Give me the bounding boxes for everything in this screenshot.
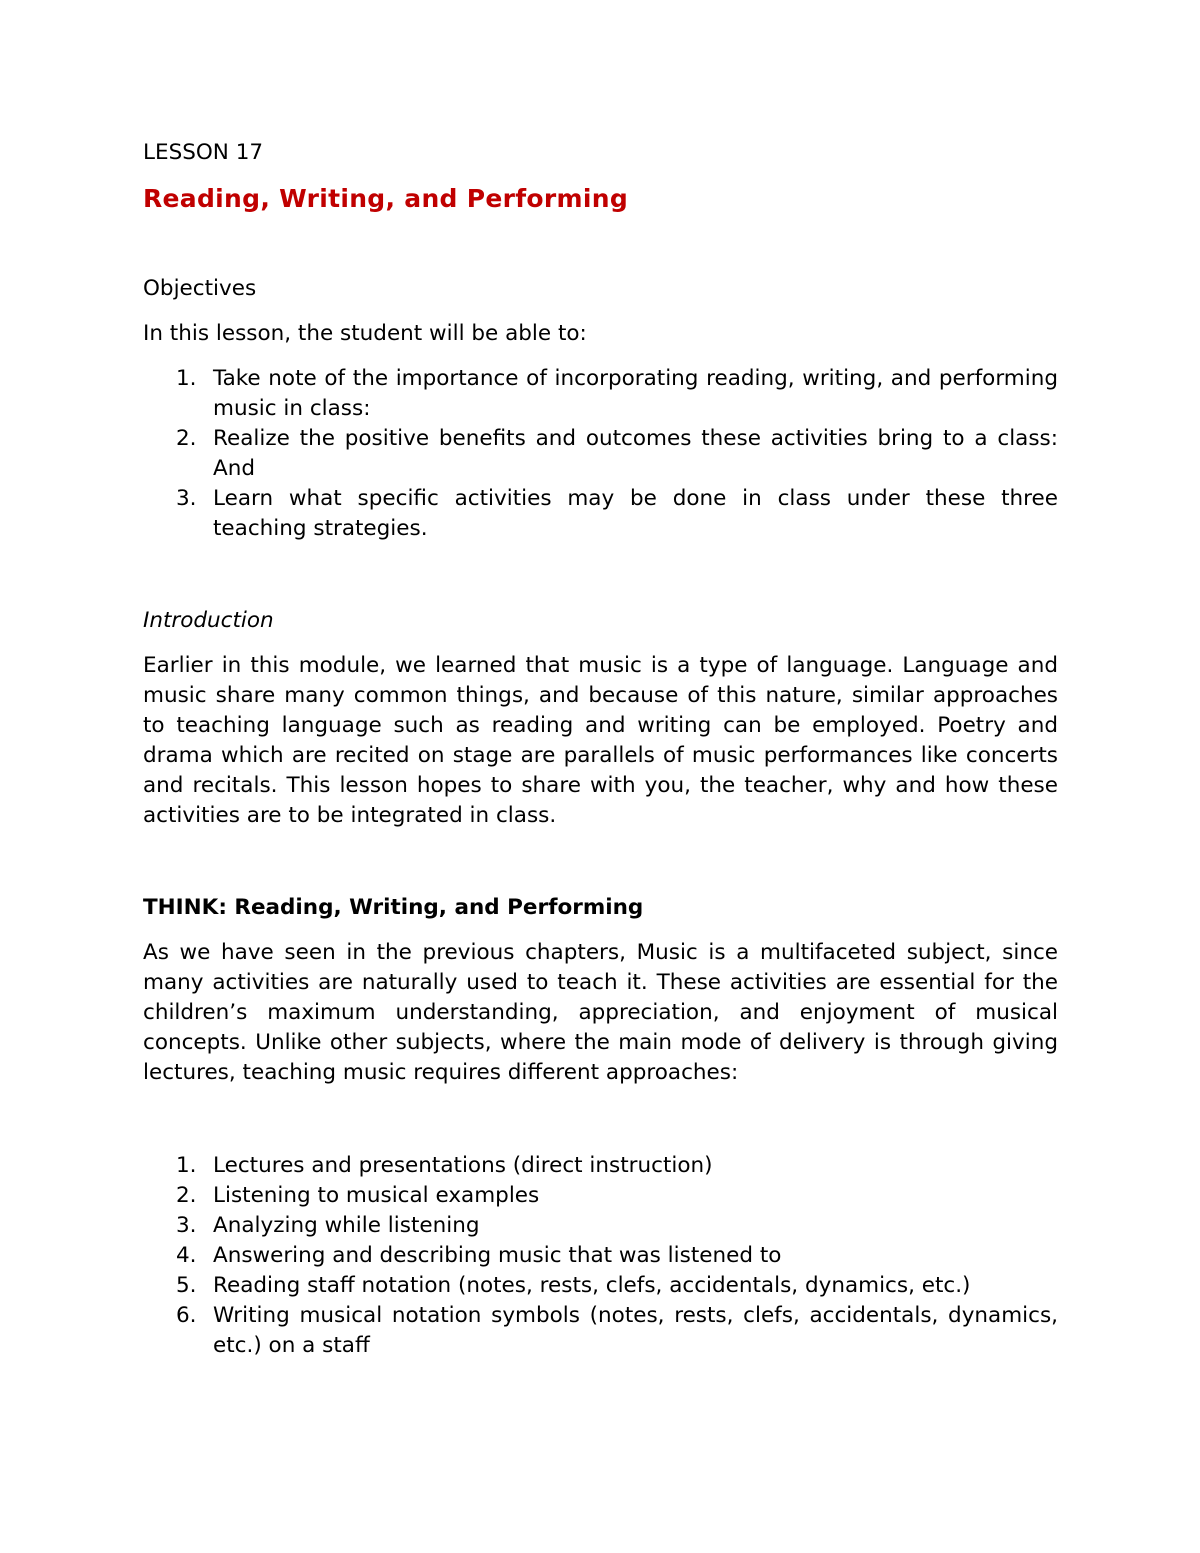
list-item xyxy=(143,1301,1058,1361)
list-item xyxy=(143,424,1058,484)
list-item-text: Learn what specific activities may be done in class under these three teaching strategies. xyxy=(213,486,1058,541)
list-item-text: Analyzing while listening xyxy=(213,1213,480,1238)
list-item xyxy=(143,484,1058,544)
list-item-text: Writing musical notation symbols (notes, rests, clefs, accidentals, dynamics, etc.) on a staff xyxy=(213,1303,1058,1358)
lesson-title: Reading, Writing, and Performing xyxy=(143,184,629,213)
document-page xyxy=(143,138,1058,1361)
list-item xyxy=(143,1211,1058,1241)
list-item-text: Reading staff notation (notes, rests, clefs, accidentals, dynamics, etc.) xyxy=(213,1273,971,1298)
objectives-intro: In this lesson, the student will be able to: xyxy=(143,321,587,346)
list-number: 3. xyxy=(176,486,197,511)
objectives-heading: Objectives xyxy=(143,276,257,301)
think-paragraph: As we have seen in the previous chapters, Music is a multifaceted subject, since many activities are naturally used to teach it. These activities are essential for the children’s maximum understanding, appreciation, and enjoyment of musical concepts. Unlike other subjects, where the main mode of delivery is through giving lectures, teaching music requires different approaches: xyxy=(143,940,1058,1085)
list-item xyxy=(143,1241,1058,1271)
introduction-paragraph: Earlier in this module, we learned that music is a type of language. Language and music share many common things, and because of this nature, similar approaches to teaching language such as reading and writing can be employed. Poetry and drama which are recited on stage are parallels of music performances like concerts and recitals. This lesson hopes to share with you, the teacher, why and how these activities are to be integrated in class. xyxy=(143,653,1058,828)
list-number: 1. xyxy=(176,366,197,391)
list-number: 3. xyxy=(176,1213,197,1238)
lesson-label: LESSON 17 xyxy=(143,140,264,165)
list-item-text: Take note of the importance of incorporating reading, writing, and performing music in class: xyxy=(213,366,1058,421)
list-item-text: Answering and describing music that was listened to xyxy=(213,1243,782,1268)
list-number: 1. xyxy=(176,1153,197,1178)
list-item-text: Realize the positive benefits and outcomes these activities bring to a class: And xyxy=(213,426,1058,481)
list-number: 4. xyxy=(176,1243,197,1268)
introduction-heading: Introduction xyxy=(143,608,274,633)
list-item-text: Lectures and presentations (direct instruction) xyxy=(213,1153,713,1178)
objectives-list xyxy=(143,364,1058,544)
list-number: 6. xyxy=(176,1303,197,1328)
list-item xyxy=(143,1151,1058,1181)
list-item xyxy=(143,1181,1058,1211)
think-heading: THINK: Reading, Writing, and Performing xyxy=(143,895,644,920)
list-number: 2. xyxy=(176,426,197,451)
list-item xyxy=(143,364,1058,424)
list-item-text: Listening to musical examples xyxy=(213,1183,540,1208)
list-number: 2. xyxy=(176,1183,197,1208)
list-item xyxy=(143,1271,1058,1301)
list-number: 5. xyxy=(176,1273,197,1298)
approaches-list xyxy=(143,1151,1058,1361)
